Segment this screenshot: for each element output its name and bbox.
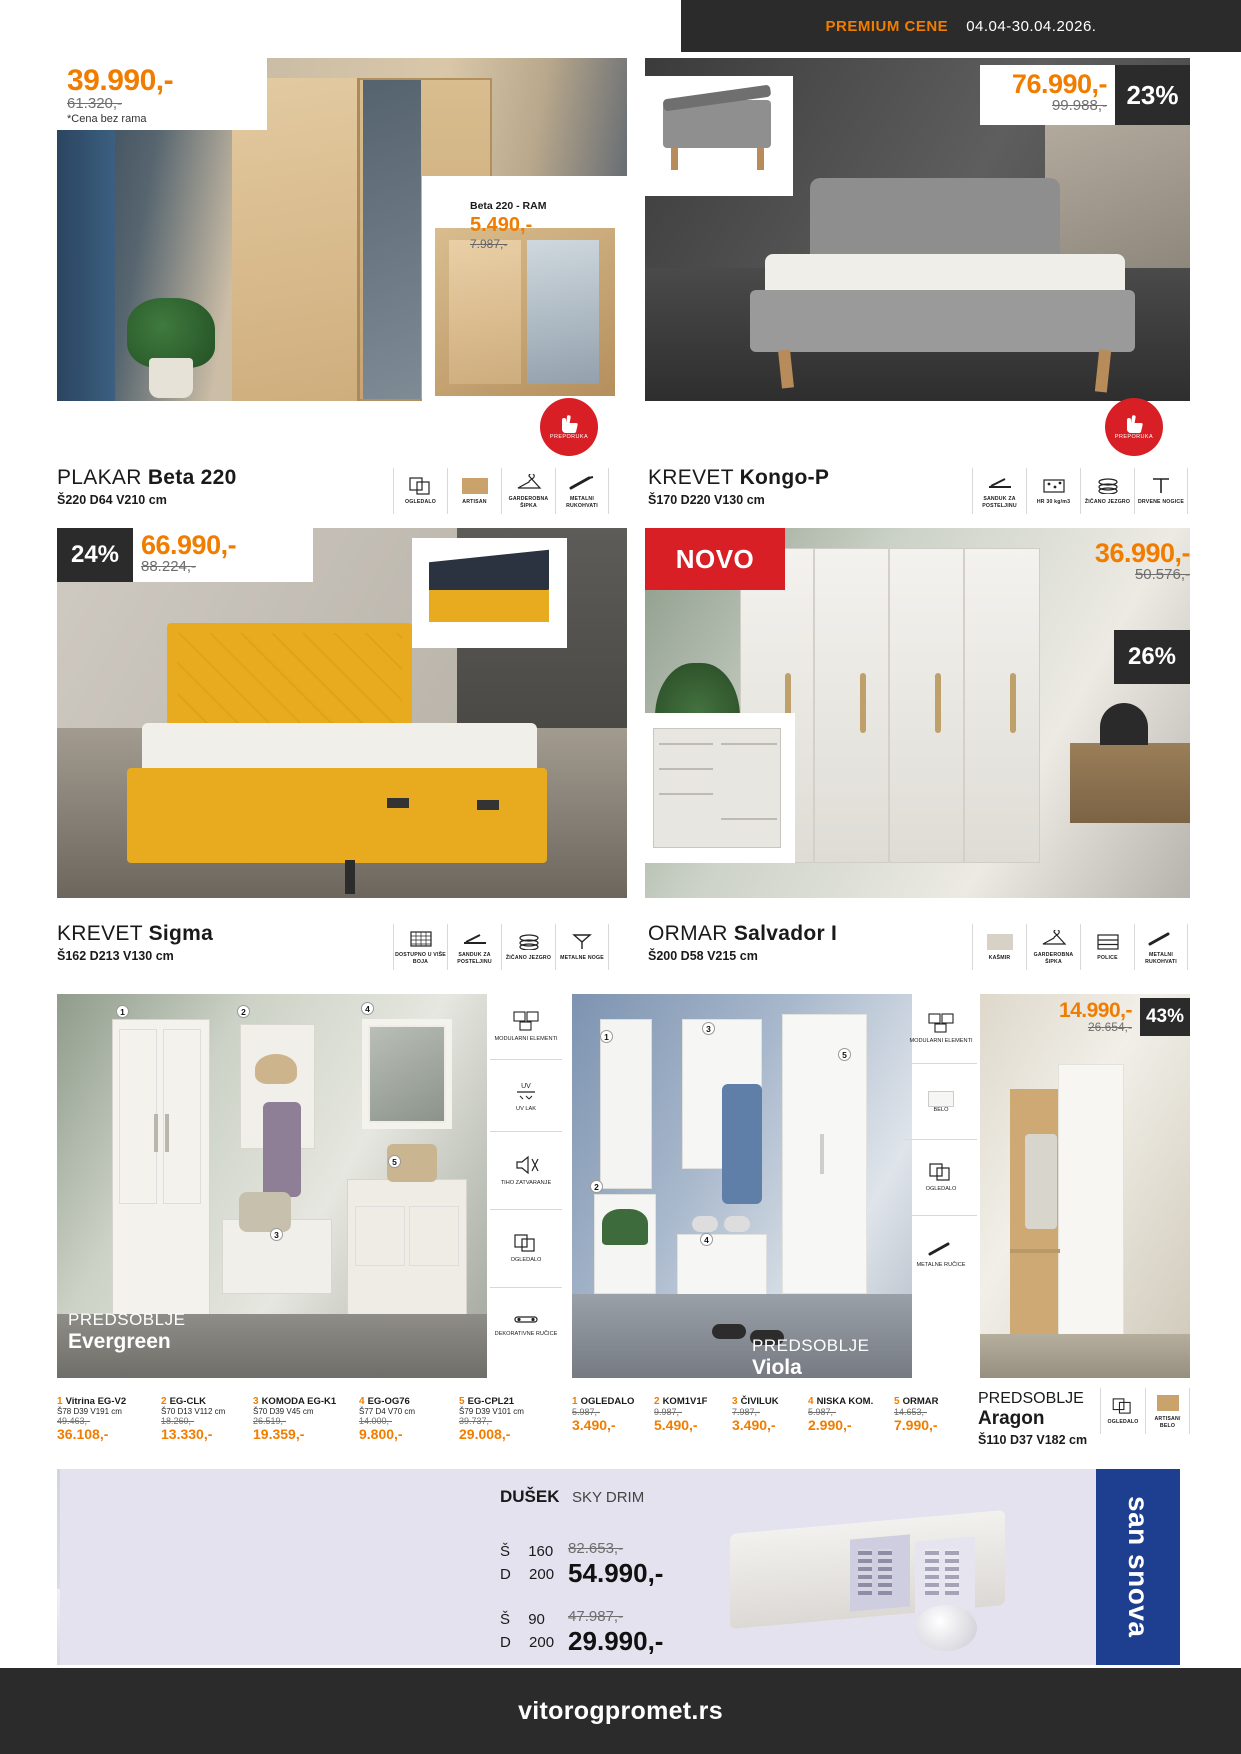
storage-box-icon <box>462 929 488 949</box>
kongo-title-row <box>648 466 898 507</box>
list-item[interactable] <box>572 1396 654 1433</box>
plakar-ram-block <box>470 200 580 251</box>
feature-mirror <box>1100 1388 1145 1434</box>
feature-mirror <box>490 1210 562 1288</box>
feature-modular <box>490 994 562 1060</box>
list-item[interactable] <box>459 1396 569 1442</box>
dusek-title: DUŠEK <box>500 1487 560 1506</box>
premium-label: PREMIUM CENE <box>825 17 949 35</box>
kongo-category: KREVET <box>648 466 734 489</box>
color-options-icon <box>409 929 433 949</box>
item-name: EG-CPL21 <box>467 1396 515 1407</box>
feature-caption: UV LAK <box>516 1106 536 1112</box>
sigma-category: KREVET <box>57 922 143 945</box>
dusek-w-label: Š <box>500 1543 511 1560</box>
feature-caption: METALNI RUKOHVATI <box>1145 952 1177 965</box>
item-name: OGLEDALO <box>580 1396 635 1407</box>
plakar-price-new: 39.990,- <box>67 64 174 97</box>
feature-caption: MODULARNI ELEMENTI <box>494 1036 558 1042</box>
item-new-price: 9.800,- <box>359 1426 403 1442</box>
list-item[interactable] <box>808 1396 894 1433</box>
feature-caption: TIHO ZATVARANJE <box>500 1180 552 1186</box>
san-snova-label: san snova <box>1123 1496 1154 1638</box>
item-dims: Š78 D39 V191 cm <box>57 1407 122 1416</box>
feature-modular <box>905 994 977 1064</box>
item-name: KOM1V1F <box>662 1396 708 1407</box>
item-new-price: 7.990,- <box>894 1417 938 1433</box>
feature-artisan <box>447 468 501 514</box>
item-number: 5 <box>894 1396 900 1407</box>
mirror-icon <box>1112 1396 1134 1416</box>
preporuka-label: PREPORUKA <box>1114 434 1154 440</box>
dusek-d-value: 200 <box>529 1633 555 1651</box>
list-item[interactable] <box>732 1396 808 1433</box>
header-bar <box>681 0 1241 52</box>
footer-bar <box>0 1668 1241 1754</box>
feature-caption: BELO <box>933 1106 949 1113</box>
feature-spring-core <box>501 924 555 970</box>
viola-name: Viola <box>752 1356 802 1379</box>
evergreen-category: PREDSOBLJE <box>68 1310 186 1329</box>
spring-core-icon <box>1096 476 1120 496</box>
item-name: KOMODA EG-K1 <box>261 1396 337 1407</box>
plakar-features <box>393 468 609 514</box>
hotspot-viola-5[interactable]: 5 <box>838 1048 851 1061</box>
dusek-w-label: Š <box>500 1611 511 1628</box>
viola-title <box>752 1336 869 1380</box>
salvador-name: Salvador I <box>733 922 838 945</box>
website-url[interactable]: vitorogpromet.rs <box>518 1696 723 1725</box>
item-number: 1 <box>572 1396 578 1407</box>
salvador-title <box>648 922 908 946</box>
feature-foam <box>1026 468 1080 514</box>
hotspot-evergreen-5[interactable]: 5 <box>388 1155 401 1168</box>
aragon-category: PREDSOBLJE <box>978 1390 1084 1407</box>
hotspot-evergreen-1[interactable]: 1 <box>116 1005 129 1018</box>
hotspot-evergreen-2[interactable]: 2 <box>237 1005 250 1018</box>
item-dims: Š70 D39 V45 cm <box>253 1407 314 1416</box>
feature-storage-box <box>447 924 501 970</box>
feature-caption: OGLEDALO <box>925 1186 957 1192</box>
item-old-price: 9.987,- <box>654 1407 683 1417</box>
aragon-dims: Š110 D37 V182 cm <box>978 1433 1088 1447</box>
item-old-price: 5.987,- <box>808 1407 837 1417</box>
hotspot-viola-2[interactable]: 2 <box>590 1180 603 1193</box>
item-dims: Š77 D4 V70 cm <box>359 1407 416 1416</box>
metal-handle-icon <box>569 473 595 493</box>
feature-metal-handles <box>905 1216 977 1292</box>
item-new-price: 3.490,- <box>572 1417 616 1433</box>
mirror-icon <box>929 1163 953 1186</box>
salvador-features <box>972 924 1188 970</box>
item-name: EG-OG76 <box>367 1396 410 1407</box>
plakar-dims: Š220 D64 V210 cm <box>57 493 167 507</box>
metal-handle-icon <box>1148 929 1174 949</box>
salvador-price-old: 50.576,- <box>1134 566 1190 583</box>
feature-caption: OGLEDALO <box>510 1257 542 1263</box>
hotspot-evergreen-4[interactable]: 4 <box>361 1002 374 1015</box>
dusek-new-price: 29.990,- <box>568 1625 664 1656</box>
predsoblje-aragon-photo <box>980 994 1190 1378</box>
hand-ok-icon <box>1123 414 1145 434</box>
aragon-name: Aragon <box>978 1408 1045 1429</box>
feature-caption: GARDEROBNA ŠIPKA <box>508 496 549 509</box>
plakar-ram-price-new: 5.490,- <box>470 214 533 236</box>
sigma-title-row <box>57 922 287 963</box>
mattress-cutaway-photo <box>720 1487 1020 1652</box>
sigma-name: Sigma <box>148 922 214 945</box>
feature-caption: ARTISAN/ BELO <box>1154 1416 1181 1429</box>
item-name: Vitrina EG-V2 <box>65 1396 127 1407</box>
artisan-swatch-icon <box>462 476 488 496</box>
modular-icon <box>513 1011 539 1036</box>
dusek-old-price: 82.653,- <box>568 1540 624 1557</box>
item-new-price: 5.490,- <box>654 1417 698 1433</box>
plakar-ram-title: Beta 220 - RAM <box>470 200 547 212</box>
feature-decor-handles <box>490 1288 562 1360</box>
sigma-price-old: 88.224,- <box>141 558 197 575</box>
salvador-title-row <box>648 922 908 963</box>
item-number: 3 <box>732 1396 738 1407</box>
dusek-subtitle: SKY DRIM <box>571 1489 645 1506</box>
svg-text:UV: UV <box>521 1083 531 1090</box>
item-new-price: 36.108,- <box>57 1426 109 1442</box>
dusek-d-label: D <box>500 1633 511 1651</box>
sigma-dims: Š162 D213 V130 cm <box>57 949 174 963</box>
preporuka-label: PREPORUKA <box>549 434 589 440</box>
item-new-price: 13.330,- <box>161 1426 213 1442</box>
feature-caption: ARTISAN <box>462 499 487 506</box>
list-item[interactable] <box>359 1396 459 1442</box>
kongo-title <box>648 466 898 490</box>
feature-storage-box <box>972 468 1026 514</box>
hand-ok-icon <box>558 414 580 434</box>
aragon-features-right <box>1100 1388 1190 1434</box>
plakar-title-row <box>57 466 287 507</box>
shelves-icon <box>1096 932 1120 952</box>
salvador-discount-badge: 26% <box>1114 630 1190 684</box>
feature-soft-close <box>490 1132 562 1210</box>
feature-artisan-white <box>1145 1388 1190 1434</box>
list-item[interactable] <box>253 1396 359 1442</box>
feature-caption: METALNI RUKOHVATI <box>566 496 598 509</box>
item-number: 2 <box>161 1396 167 1407</box>
feature-caption: SANDUK ZA POSTELJINU <box>457 952 492 965</box>
feature-spring-core <box>1080 468 1134 514</box>
evergreen-features <box>490 994 562 1360</box>
predsoblje-viola-photo <box>572 994 912 1378</box>
list-item[interactable] <box>894 1396 972 1433</box>
feature-hanger <box>1026 924 1080 970</box>
preporuka-badge-kongo <box>1105 398 1163 456</box>
feature-colors <box>393 924 447 970</box>
feature-caption: MODULARNI ELEMENTI <box>909 1038 973 1044</box>
item-new-price: 29.008,- <box>459 1426 511 1442</box>
aragon-discount-badge: 43% <box>1140 998 1190 1036</box>
aragon-features-left <box>905 994 977 1292</box>
feature-caption: DRVENE NOGICE <box>1137 499 1185 506</box>
preporuka-badge-plakar <box>540 398 598 456</box>
hotspot-viola-4[interactable]: 4 <box>700 1233 713 1246</box>
sigma-discount-badge: 24% <box>57 528 133 582</box>
mirror-icon <box>409 476 433 496</box>
kongo-features <box>972 468 1188 514</box>
dusek-d-label: D <box>500 1565 511 1583</box>
decor-handle-icon <box>513 1312 539 1331</box>
feature-caption: DOSTUPNO U VIŠE BOJA <box>395 952 446 965</box>
feature-caption: ŽIČANO JEZGRO <box>505 955 552 962</box>
foam-density-icon <box>1042 476 1066 496</box>
evergreen-name: Evergreen <box>68 1330 171 1353</box>
kashmir-swatch-icon <box>987 932 1013 952</box>
dusek-d-value: 200 <box>529 1565 555 1583</box>
wooden-legs-icon <box>1150 476 1172 496</box>
feature-caption: SANDUK ZA POSTELJINU <box>982 496 1017 509</box>
sigma-title <box>57 922 287 946</box>
dusek-new-price: 54.990,- <box>568 1557 664 1588</box>
aragon-price-new: 14.990,- <box>1058 999 1132 1022</box>
item-name: EG-CLK <box>169 1396 206 1407</box>
plakar-name: Beta 220 <box>147 466 237 489</box>
item-old-price: 7.987,- <box>732 1407 761 1417</box>
evergreen-title <box>68 1310 185 1354</box>
kongo-discount-badge: 23% <box>1115 65 1190 125</box>
dusek-variant-1 <box>500 1541 663 1589</box>
item-number: 4 <box>359 1396 365 1407</box>
item-old-price: 39.737,- <box>459 1416 493 1426</box>
dusek-old-price: 47.987,- <box>568 1608 624 1625</box>
plakar-price-note: *Cena bez rama <box>67 112 147 125</box>
item-old-price: 5.987,- <box>572 1407 601 1417</box>
dusek-w-value: 90 <box>528 1611 545 1628</box>
metal-legs-icon <box>571 932 593 952</box>
dusek-variant-2 <box>500 1609 663 1657</box>
viola-item-list <box>572 1396 972 1433</box>
mirror-icon <box>514 1234 538 1257</box>
feature-caption: GARDEROBNA ŠIPKA <box>1033 952 1074 965</box>
feature-metal-handles <box>555 468 609 514</box>
sigma-price-new: 66.990,- <box>141 530 237 560</box>
hanger-icon <box>1041 929 1067 949</box>
item-number: 4 <box>808 1396 814 1407</box>
feature-mirror <box>905 1140 977 1216</box>
plakar-ram-price-old: 7.987,- <box>470 237 508 251</box>
modular-icon <box>928 1013 954 1038</box>
feature-metal-handles <box>1134 924 1188 970</box>
item-number: 3 <box>253 1396 259 1407</box>
viola-category: PREDSOBLJE <box>752 1336 870 1355</box>
item-number: 2 <box>654 1396 660 1407</box>
feature-shelves <box>1080 924 1134 970</box>
feature-caption: METALNE RUČICE <box>916 1261 966 1268</box>
sigma-price-block <box>133 528 313 582</box>
feature-caption: HR 30 kg/m3 <box>1036 499 1071 506</box>
krevet-sigma-photo <box>57 528 627 898</box>
item-old-price: 18.260,- <box>161 1416 195 1426</box>
hotspot-viola-1[interactable]: 1 <box>600 1030 613 1043</box>
hanger-icon <box>516 473 542 493</box>
white-swatch-icon <box>928 1091 954 1107</box>
feature-caption: DEKORATIVNE RUČICE <box>494 1330 558 1337</box>
metal-handle-icon <box>928 1241 954 1262</box>
feature-metal-legs <box>555 924 609 970</box>
item-new-price: 19.359,- <box>253 1426 305 1442</box>
soft-close-icon <box>513 1155 539 1180</box>
item-old-price: 49.463,- <box>57 1416 91 1426</box>
aragon-title-row <box>978 1390 1108 1447</box>
item-dims: Š79 D39 V101 cm <box>459 1407 524 1416</box>
list-item[interactable] <box>654 1396 732 1433</box>
plakar-price-old: 61.320,- <box>67 95 123 112</box>
item-old-price: 26.519,- <box>253 1416 287 1426</box>
salvador-price-block <box>1000 540 1190 592</box>
salvador-price-new: 36.990,- <box>1094 538 1190 568</box>
artisan-swatch-icon <box>1157 1393 1179 1413</box>
feature-hanger <box>501 468 555 514</box>
plakar-price-block <box>57 58 267 130</box>
dusek-w-value: 160 <box>528 1543 554 1560</box>
kongo-dims: Š170 D220 V130 cm <box>648 493 765 507</box>
item-new-price: 2.990,- <box>808 1417 852 1433</box>
feature-uv-lak <box>490 1060 562 1132</box>
feature-caption: KAŠMIR <box>988 955 1011 962</box>
salvador-novo-badge: NOVO <box>645 528 785 590</box>
kongo-name: Kongo-P <box>739 466 830 489</box>
plakar-category: PLAKAR <box>57 466 142 489</box>
evergreen-item-list <box>57 1396 577 1442</box>
feature-caption: OGLEDALO <box>1107 1419 1139 1426</box>
aragon-price-old: 26.654,- <box>1087 1020 1132 1034</box>
salvador-dims: Š200 D58 V215 cm <box>648 949 758 963</box>
feature-caption: POLICE <box>1097 955 1118 962</box>
feature-wooden-legs <box>1134 468 1188 514</box>
list-item[interactable] <box>57 1396 161 1442</box>
item-number: 1 <box>57 1396 63 1407</box>
item-dims: Š70 D13 V112 cm <box>161 1407 226 1416</box>
mattress-band <box>60 1469 1180 1665</box>
uv-lak-icon <box>513 1079 539 1106</box>
storage-box-icon <box>987 473 1013 493</box>
item-old-price: 14.653,- <box>894 1407 928 1417</box>
feature-caption: METALNE NOGE <box>560 955 604 962</box>
item-number: 5 <box>459 1396 465 1407</box>
dusek-heading <box>500 1487 644 1507</box>
feature-caption: OGLEDALO <box>405 499 436 506</box>
spring-core-icon <box>517 932 541 952</box>
feature-mirror <box>393 468 447 514</box>
promo-dates: 04.04-30.04.2026. <box>966 17 1097 35</box>
item-name: NISKA KOM. <box>816 1396 874 1407</box>
kongo-price-old: 99.988,- <box>1051 97 1107 114</box>
plakar-title <box>57 466 287 490</box>
feature-caption: ŽIČANO JEZGRO <box>1084 499 1131 506</box>
item-name: ORMAR <box>902 1396 939 1407</box>
hotspot-viola-3[interactable]: 3 <box>702 1022 715 1035</box>
kongo-price-block <box>980 65 1115 125</box>
hotspot-evergreen-3[interactable]: 3 <box>270 1228 283 1241</box>
san-snova-brand <box>1096 1469 1180 1665</box>
item-old-price: 14.000,- <box>359 1416 393 1426</box>
list-item[interactable] <box>161 1396 253 1442</box>
sigma-features <box>393 924 609 970</box>
item-new-price: 3.490,- <box>732 1417 776 1433</box>
feature-kashmir <box>972 924 1026 970</box>
kongo-price-new: 76.990,- <box>1011 69 1107 99</box>
aragon-price-block <box>1020 1000 1132 1034</box>
feature-white <box>905 1064 977 1140</box>
salvador-category: ORMAR <box>648 922 728 945</box>
item-name: ČIVILUK <box>740 1396 779 1407</box>
